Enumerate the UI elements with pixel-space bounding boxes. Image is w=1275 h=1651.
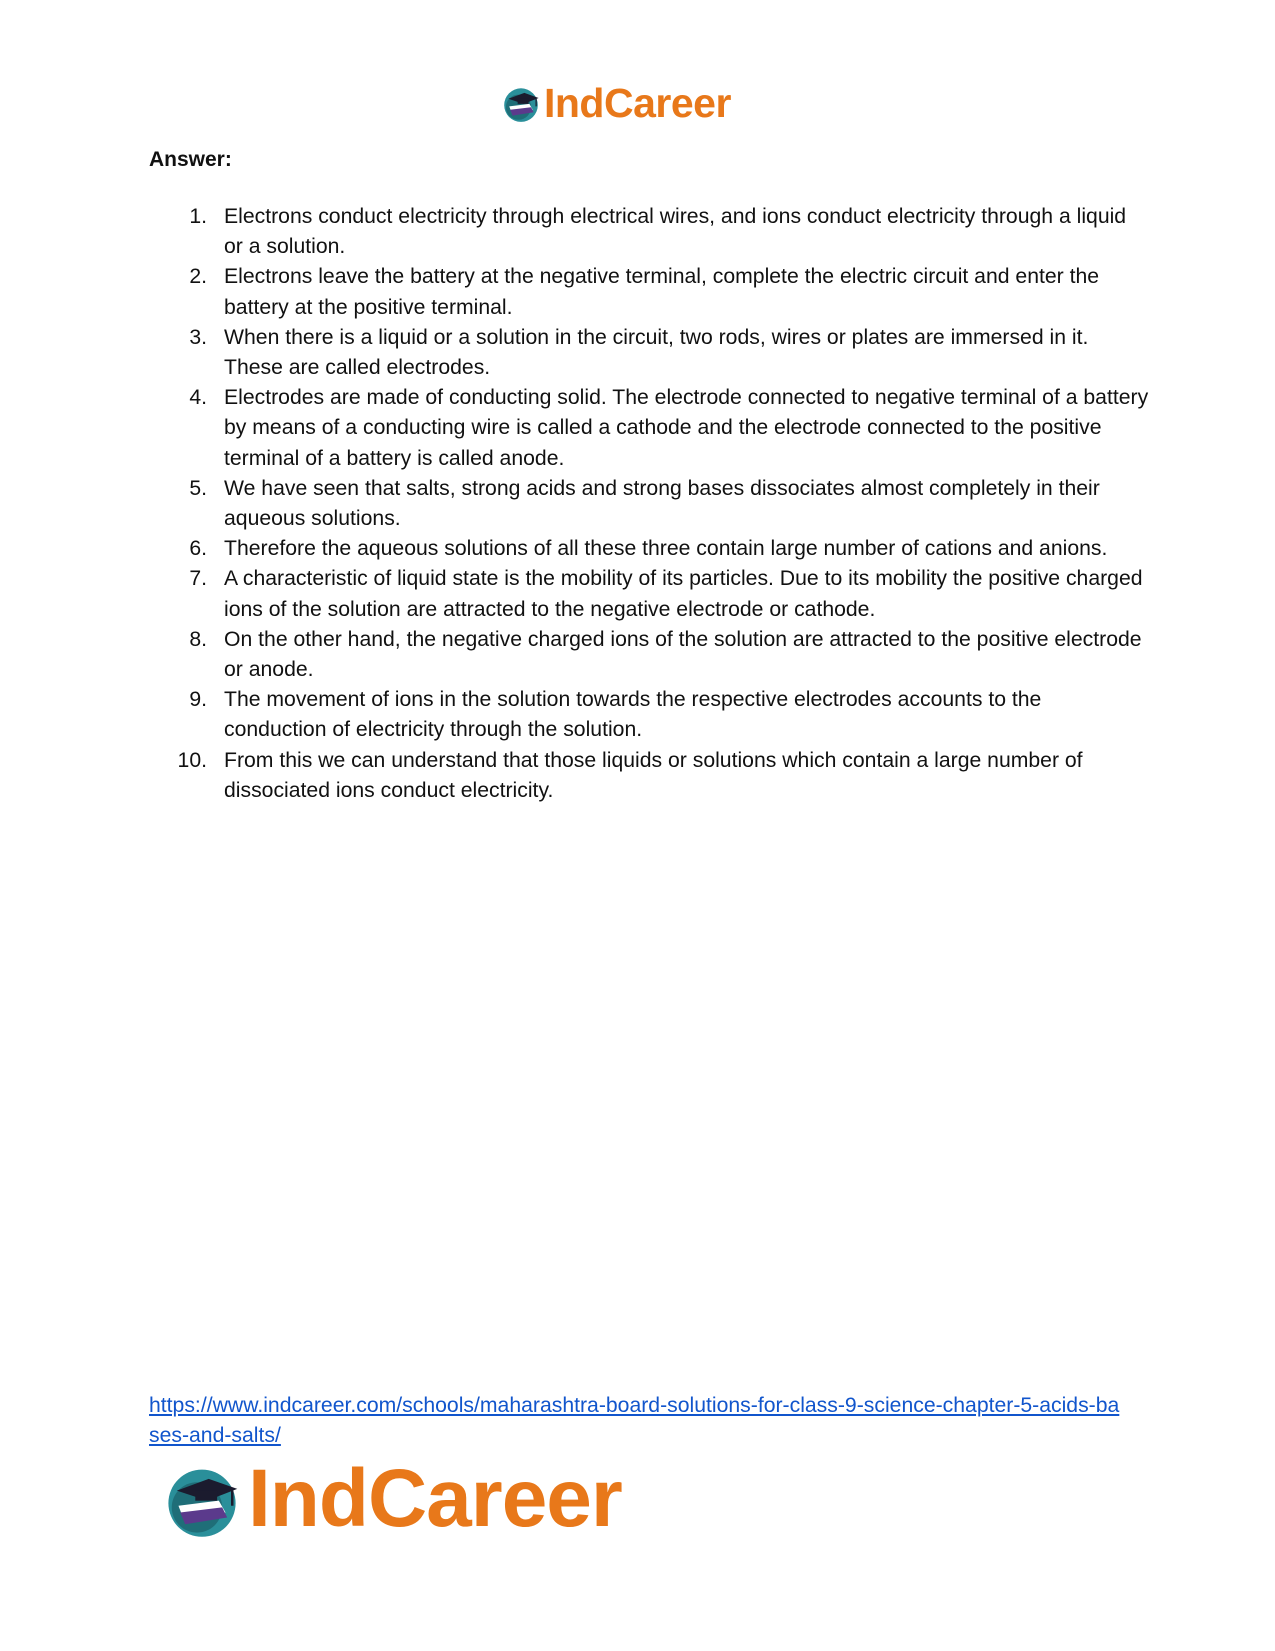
- item-text: Electrons leave the battery at the negative terminal, complete the electric circuit and enter the battery at the positive terminal.: [224, 265, 1100, 319]
- item-number: 7.: [189, 567, 207, 591]
- item-number: 8.: [189, 627, 207, 651]
- graduation-cap-book-globe-icon: [160, 1457, 244, 1541]
- item-text: From this we can understand that those liquids or solutions which contain a large number of dissociated ions conduct electricity.: [224, 748, 1083, 802]
- answer-list: [149, 202, 1149, 806]
- list-item: [149, 202, 1149, 262]
- item-number: 4.: [189, 386, 207, 410]
- item-text: Electrodes are made of conducting solid. The electrode connected to negative terminal of a battery by means of a conducting wire is called a cathode and the electrode connected to the positive terminal of a battery is called anode.: [224, 386, 1149, 470]
- list-item: [149, 383, 1149, 474]
- item-number: 9.: [189, 688, 207, 712]
- header-logo: [500, 78, 731, 128]
- list-item: [149, 534, 1149, 564]
- answer-heading: Answer:: [149, 148, 232, 171]
- item-text: We have seen that salts, strong acids and strong bases dissociates almost completely in their aqueous solutions.: [224, 476, 1100, 531]
- list-item: [149, 323, 1149, 383]
- item-text: When there is a liquid or a solution in the circuit, two rods, wires or plates are immersed in it. These are called electrodes.: [224, 325, 1089, 380]
- item-text: A characteristic of liquid state is the mobility of its particles. Due to its mobility the positive charged ions of the solution are attracted to the negative electrode or cathode.: [224, 567, 1143, 621]
- list-item: [149, 685, 1149, 745]
- list-item: [149, 625, 1149, 685]
- source-link[interactable]: https://www.indcareer.com/schools/maharashtra-board-solutions-for-class-9-science-chapter-5-acids-bases-and-salts/: [149, 1394, 1120, 1447]
- item-number: 10.: [177, 748, 207, 772]
- list-item: [149, 564, 1149, 624]
- item-text: The movement of ions in the solution towards the respective electrodes accounts to the conduction of electricity through the solution.: [224, 688, 1042, 742]
- footer-logo: [160, 1455, 622, 1543]
- item-number: 5.: [189, 476, 207, 500]
- item-number: 2.: [189, 265, 207, 289]
- item-text: On the other hand, the negative charged ions of the solution are attracted to the positive electrode or anode.: [224, 627, 1142, 682]
- graduation-cap-book-globe-icon: [500, 82, 542, 124]
- list-item: [149, 474, 1149, 534]
- footer-logo-text: IndCareer: [248, 1453, 622, 1544]
- list-item: [149, 746, 1149, 806]
- item-number: 1.: [189, 205, 207, 228]
- item-text: Therefore the aqueous solutions of all these three contain large number of cations and anions.: [224, 537, 1108, 561]
- header-logo-text: IndCareer: [544, 79, 731, 126]
- item-text: Electrons conduct electricity through electrical wires, and ions conduct electricity through a liquid or a solution.: [224, 205, 1127, 259]
- list-item: [149, 262, 1149, 322]
- item-number: 6.: [189, 537, 207, 561]
- item-number: 3.: [189, 325, 207, 349]
